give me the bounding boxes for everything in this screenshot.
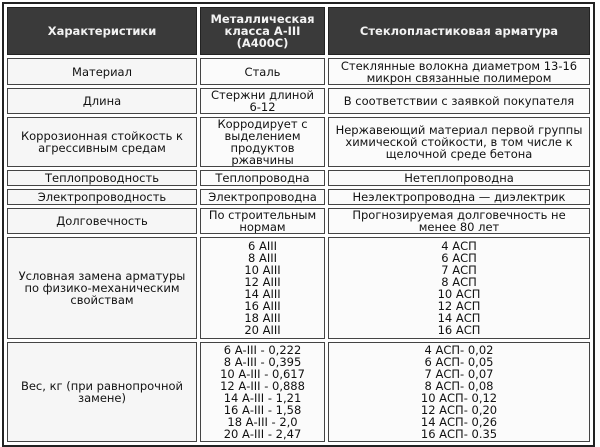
header-characteristics: Характеристики bbox=[7, 7, 197, 55]
list-line: 16 AIII bbox=[244, 299, 281, 313]
list-line: 7 АСП bbox=[441, 263, 477, 277]
row-thermal bbox=[7, 170, 590, 186]
corrosion-fiberglass: Нержавеющий материал первой группы химической стойкости, в том числе к щелочной среде бетона bbox=[328, 117, 590, 167]
list-line: 6 АСП- 0,05 bbox=[424, 355, 494, 369]
list-line: 10 AIII bbox=[244, 263, 281, 277]
list-line: 20 AIII bbox=[244, 323, 281, 337]
list-line: 8 А-III - 0,395 bbox=[223, 355, 302, 369]
weight-label: Вес, кг (при равнопрочной замене) bbox=[7, 342, 197, 442]
list-line: 12 А-III - 0,888 bbox=[220, 379, 305, 393]
row-durability bbox=[7, 208, 590, 234]
durability-steel: По строительным нормам bbox=[200, 208, 325, 234]
row-material bbox=[7, 58, 590, 85]
list-line: 10 АСП bbox=[437, 287, 481, 301]
electrical-fiberglass: Неэлектропроводна — диэлектрик bbox=[328, 189, 590, 205]
list-line: 4 АСП- 0,02 bbox=[424, 343, 494, 357]
comparison-table bbox=[2, 2, 595, 447]
list-line: 18 AIII bbox=[244, 311, 281, 325]
list-line: 12 АСП bbox=[437, 299, 481, 313]
list-line: 14 А-III - 1,21 bbox=[223, 391, 302, 405]
list-line: 16 АСП bbox=[437, 323, 481, 337]
list-line: 4 АСП bbox=[441, 239, 477, 253]
corrosion-steel: Корродирует с выделением продуктов ржавчины bbox=[200, 117, 325, 167]
list-line: 12 AIII bbox=[244, 275, 281, 289]
thermal-label: Теплопроводность bbox=[7, 170, 197, 186]
row-length bbox=[7, 88, 590, 114]
replacement-fiberglass-list bbox=[328, 237, 590, 339]
list-line: 10 АСП- 0,12 bbox=[420, 391, 498, 405]
list-line: 7 АСП- 0,07 bbox=[424, 367, 494, 381]
row-electrical bbox=[7, 189, 590, 205]
header-fiberglass: Стеклопластиковая арматура bbox=[328, 7, 590, 55]
durability-fiberglass: Прогнозируемая долговечность не менее 80 лет bbox=[328, 208, 590, 234]
list-line: 12 АСП- 0,20 bbox=[420, 403, 498, 417]
header-row bbox=[7, 7, 590, 55]
list-line: 6 А-III - 0,222 bbox=[223, 343, 302, 357]
length-steel: Стержни длиной 6-12 bbox=[200, 88, 325, 114]
length-fiberglass: В соответствии с заявкой покупателя bbox=[328, 88, 590, 114]
thermal-fiberglass: Нетеплопроводна bbox=[328, 170, 590, 186]
header-steel: Металлическая класса А-III (А400С) bbox=[200, 7, 325, 55]
list-line: 6 AIII bbox=[247, 239, 277, 253]
durability-label: Долговечность bbox=[7, 208, 197, 234]
thermal-steel: Теплопроводна bbox=[200, 170, 325, 186]
material-label: Материал bbox=[7, 58, 197, 85]
list-line: 18 А-III - 2,0 bbox=[227, 415, 298, 429]
row-corrosion bbox=[7, 117, 590, 167]
list-line: 14 АСП bbox=[437, 311, 481, 325]
list-line: 14 AIII bbox=[244, 287, 281, 301]
list-line: 8 AIII bbox=[247, 251, 277, 265]
row-weight bbox=[7, 342, 590, 442]
list-line: 16 А-III - 1,58 bbox=[223, 403, 302, 417]
material-fiberglass: Стеклянные волокна диаметром 13-16 микрон связанные полимером bbox=[328, 58, 590, 85]
electrical-label: Электропроводность bbox=[7, 189, 197, 205]
weight-fiberglass-list bbox=[328, 342, 590, 442]
list-line: 16 АСП- 0.35 bbox=[420, 427, 498, 441]
row-replacement bbox=[7, 237, 590, 339]
list-line: 14 АСП- 0,26 bbox=[420, 415, 498, 429]
length-label: Длина bbox=[7, 88, 197, 114]
list-line: 8 АСП bbox=[441, 275, 477, 289]
replacement-steel-list bbox=[200, 237, 325, 339]
replacement-label: Условная замена арматуры по физико-механическим свойствам bbox=[7, 237, 197, 339]
list-line: 6 АСП bbox=[441, 251, 477, 265]
weight-steel-list bbox=[200, 342, 325, 442]
list-line: 10 А-III - 0,617 bbox=[220, 367, 305, 381]
electrical-steel: Электропроводна bbox=[200, 189, 325, 205]
material-steel: Сталь bbox=[200, 58, 325, 85]
corrosion-label: Коррозионная стойкость к агрессивным средам bbox=[7, 117, 197, 167]
list-line: 20 А-III - 2,47 bbox=[223, 427, 302, 441]
list-line: 8 АСП- 0,08 bbox=[424, 379, 494, 393]
comparison-table-wrapper bbox=[2, 2, 595, 441]
